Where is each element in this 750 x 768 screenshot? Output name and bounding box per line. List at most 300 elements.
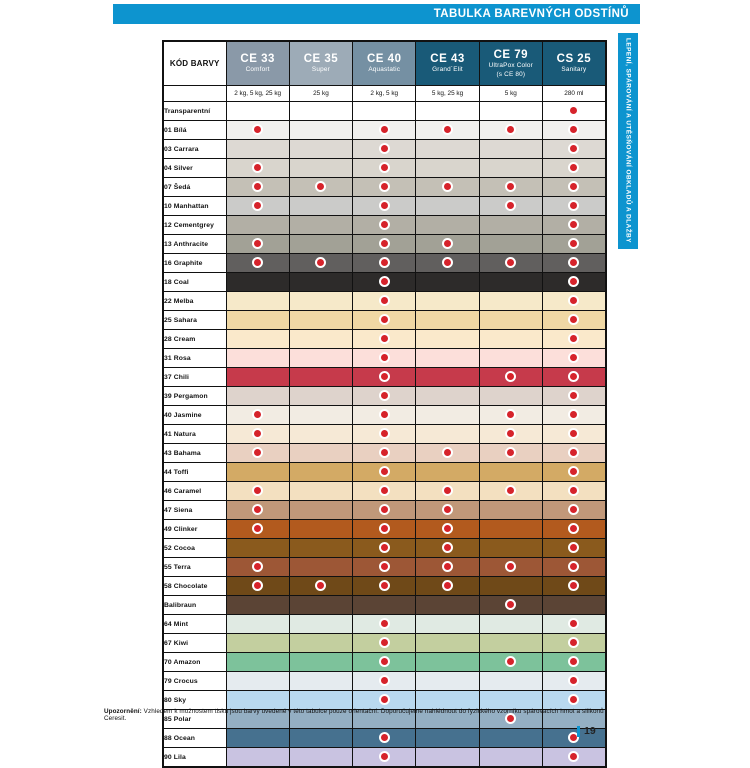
availability-dot-icon bbox=[568, 428, 579, 439]
color-swatch-cell bbox=[353, 729, 416, 748]
color-swatch-cell bbox=[289, 653, 352, 672]
availability-dot-icon bbox=[442, 580, 453, 591]
color-code-label: 90 Lila bbox=[163, 748, 226, 768]
color-swatch-cell bbox=[289, 444, 352, 463]
package-size: 2 kg, 5 kg, 25 kg bbox=[226, 86, 289, 102]
color-swatch-cell bbox=[226, 121, 289, 140]
color-swatch-cell bbox=[353, 501, 416, 520]
product-header-ce43 bbox=[416, 41, 479, 86]
product-code: CE 35 bbox=[303, 53, 339, 66]
availability-dot-icon bbox=[568, 466, 579, 477]
color-swatch-cell bbox=[542, 748, 605, 768]
color-swatch-cell bbox=[226, 235, 289, 254]
product-header-cs25 bbox=[542, 41, 605, 86]
product-code: CE 33 bbox=[240, 53, 275, 66]
color-swatch-cell bbox=[226, 254, 289, 273]
color-swatch-cell bbox=[479, 254, 542, 273]
color-swatch-cell bbox=[479, 330, 542, 349]
color-swatch-cell bbox=[479, 425, 542, 444]
availability-dot-icon bbox=[442, 447, 453, 458]
availability-dot-icon bbox=[568, 751, 579, 762]
color-swatch-cell bbox=[416, 482, 479, 501]
availability-dot-icon bbox=[568, 143, 579, 154]
color-swatch-cell bbox=[542, 178, 605, 197]
color-swatch-cell bbox=[353, 254, 416, 273]
color-row bbox=[163, 292, 606, 311]
color-swatch-cell bbox=[479, 615, 542, 634]
availability-dot-icon bbox=[252, 124, 263, 135]
color-code-label: 28 Cream bbox=[163, 330, 226, 349]
availability-dot-icon bbox=[442, 523, 453, 534]
color-swatch-cell bbox=[416, 311, 479, 330]
availability-dot-icon bbox=[252, 238, 263, 249]
color-swatch-cell bbox=[416, 615, 479, 634]
availability-dot-icon bbox=[379, 219, 390, 230]
availability-dot-icon bbox=[568, 390, 579, 401]
color-swatch-cell bbox=[226, 292, 289, 311]
availability-dot-icon bbox=[505, 181, 516, 192]
color-row bbox=[163, 140, 606, 159]
color-row bbox=[163, 330, 606, 349]
availability-dot-icon bbox=[568, 409, 579, 420]
color-swatch-cell bbox=[289, 539, 352, 558]
color-code-label: 39 Pergamon bbox=[163, 387, 226, 406]
color-swatch-cell bbox=[226, 178, 289, 197]
color-swatch-cell bbox=[479, 349, 542, 368]
availability-dot-icon bbox=[505, 124, 516, 135]
availability-dot-icon bbox=[568, 656, 579, 667]
color-swatch-cell bbox=[542, 463, 605, 482]
color-code-label: 70 Amazon bbox=[163, 653, 226, 672]
page-marker bbox=[577, 725, 596, 737]
availability-dot-icon bbox=[379, 523, 390, 534]
color-swatch-cell bbox=[416, 577, 479, 596]
color-swatch-cell bbox=[479, 273, 542, 292]
color-swatch-cell bbox=[542, 102, 605, 121]
color-swatch-cell bbox=[289, 520, 352, 539]
availability-dot-icon bbox=[442, 485, 453, 496]
color-swatch-cell bbox=[416, 691, 479, 710]
color-swatch-cell bbox=[289, 121, 352, 140]
table-header-row bbox=[163, 41, 606, 86]
color-code-label: 01 Bílá bbox=[163, 121, 226, 140]
color-code-label: 37 Chili bbox=[163, 368, 226, 387]
availability-dot-icon bbox=[568, 561, 579, 572]
availability-dot-icon bbox=[568, 295, 579, 306]
color-swatch-cell bbox=[479, 292, 542, 311]
color-swatch-cell bbox=[479, 235, 542, 254]
color-swatch-cell bbox=[542, 577, 605, 596]
color-swatch-cell bbox=[226, 406, 289, 425]
color-swatch-cell bbox=[353, 387, 416, 406]
color-swatch-cell bbox=[416, 520, 479, 539]
availability-dot-icon bbox=[379, 295, 390, 306]
availability-dot-icon bbox=[505, 200, 516, 211]
footnote-text: Vzhledem k možnostem tisku jsou barvy uvedené v této tabulce pouze orientační. Doporučujeme nahlédnout do fyzického vzorníku spárovacích hmot a silikonů Ceresit. bbox=[104, 708, 604, 722]
color-swatch-cell bbox=[226, 520, 289, 539]
availability-dot-icon bbox=[568, 485, 579, 496]
color-swatch-cell bbox=[353, 406, 416, 425]
color-swatch-cell bbox=[289, 273, 352, 292]
color-swatch-cell bbox=[416, 539, 479, 558]
color-swatch-cell bbox=[542, 558, 605, 577]
color-code-label: 55 Terra bbox=[163, 558, 226, 577]
color-code-label: 07 Šedá bbox=[163, 178, 226, 197]
color-swatch-cell bbox=[289, 596, 352, 615]
color-swatch-cell bbox=[289, 387, 352, 406]
color-swatch-cell bbox=[289, 425, 352, 444]
color-swatch-cell bbox=[542, 159, 605, 178]
product-subtitle: Comfort bbox=[245, 66, 270, 74]
availability-dot-icon bbox=[252, 409, 263, 420]
color-swatch-cell bbox=[479, 748, 542, 768]
availability-dot-icon bbox=[379, 542, 390, 553]
color-code-label: 12 Cementgrey bbox=[163, 216, 226, 235]
color-row bbox=[163, 672, 606, 691]
availability-dot-icon bbox=[379, 618, 390, 629]
availability-dot-icon bbox=[379, 276, 390, 287]
color-row bbox=[163, 216, 606, 235]
availability-dot-icon bbox=[568, 333, 579, 344]
color-swatch-cell bbox=[353, 672, 416, 691]
color-swatch-cell bbox=[353, 292, 416, 311]
color-swatch-cell bbox=[542, 254, 605, 273]
color-swatch-cell bbox=[289, 748, 352, 768]
availability-dot-icon bbox=[379, 637, 390, 648]
product-header-ce35 bbox=[289, 41, 352, 86]
color-swatch-cell bbox=[353, 216, 416, 235]
availability-dot-icon bbox=[379, 694, 390, 705]
availability-dot-icon bbox=[568, 124, 579, 135]
package-size: 280 ml bbox=[542, 86, 605, 102]
color-swatch-cell bbox=[353, 273, 416, 292]
availability-dot-icon bbox=[379, 580, 390, 591]
availability-dot-icon bbox=[505, 485, 516, 496]
color-swatch-cell bbox=[289, 140, 352, 159]
color-swatch-cell bbox=[542, 292, 605, 311]
color-swatch-cell bbox=[479, 482, 542, 501]
color-swatch-cell bbox=[353, 482, 416, 501]
color-swatch-cell bbox=[226, 425, 289, 444]
availability-dot-icon bbox=[568, 200, 579, 211]
package-size: 5 kg, 25 kg bbox=[416, 86, 479, 102]
color-swatch-cell bbox=[353, 634, 416, 653]
color-code-label: 47 Siena bbox=[163, 501, 226, 520]
color-row bbox=[163, 634, 606, 653]
color-swatch-cell bbox=[289, 102, 352, 121]
availability-dot-icon bbox=[505, 371, 516, 382]
package-size: 2 kg, 5 kg bbox=[353, 86, 416, 102]
color-row bbox=[163, 577, 606, 596]
availability-dot-icon bbox=[379, 428, 390, 439]
availability-dot-icon bbox=[379, 409, 390, 420]
availability-dot-icon bbox=[379, 561, 390, 572]
availability-dot-icon bbox=[442, 238, 453, 249]
color-row bbox=[163, 197, 606, 216]
color-swatch-cell bbox=[226, 349, 289, 368]
availability-dot-icon bbox=[379, 124, 390, 135]
color-swatch-cell bbox=[289, 577, 352, 596]
color-swatch-cell bbox=[416, 501, 479, 520]
availability-dot-icon bbox=[505, 428, 516, 439]
color-row bbox=[163, 596, 606, 615]
color-swatch-cell bbox=[479, 311, 542, 330]
package-size: 25 kg bbox=[289, 86, 352, 102]
availability-dot-icon bbox=[568, 694, 579, 705]
availability-dot-icon bbox=[568, 314, 579, 325]
color-swatch-cell bbox=[416, 273, 479, 292]
availability-dot-icon bbox=[252, 200, 263, 211]
availability-dot-icon bbox=[568, 181, 579, 192]
color-code-label: 79 Crocus bbox=[163, 672, 226, 691]
color-code-label: 31 Rosa bbox=[163, 349, 226, 368]
color-row bbox=[163, 729, 606, 748]
color-swatch-cell bbox=[353, 444, 416, 463]
availability-dot-icon bbox=[379, 314, 390, 325]
availability-dot-icon bbox=[379, 675, 390, 686]
color-row bbox=[163, 159, 606, 178]
color-swatch-cell bbox=[289, 634, 352, 653]
color-swatch-cell bbox=[416, 368, 479, 387]
color-swatch-cell bbox=[226, 672, 289, 691]
color-swatch-cell bbox=[542, 653, 605, 672]
color-code-label: 16 Graphite bbox=[163, 254, 226, 273]
color-swatch-cell bbox=[226, 539, 289, 558]
availability-dot-icon bbox=[379, 447, 390, 458]
availability-dot-icon bbox=[568, 162, 579, 173]
color-swatch-cell bbox=[353, 102, 416, 121]
color-swatch-cell bbox=[479, 558, 542, 577]
color-swatch-cell bbox=[226, 102, 289, 121]
availability-dot-icon bbox=[568, 637, 579, 648]
color-swatch-cell bbox=[416, 102, 479, 121]
availability-dot-icon bbox=[252, 162, 263, 173]
product-subtitle: Sanitary bbox=[561, 66, 587, 74]
color-swatch-cell bbox=[353, 140, 416, 159]
availability-dot-icon bbox=[379, 732, 390, 743]
availability-dot-icon bbox=[568, 580, 579, 591]
color-row bbox=[163, 121, 606, 140]
availability-dot-icon bbox=[252, 485, 263, 496]
color-swatch-cell bbox=[289, 672, 352, 691]
color-swatch-cell bbox=[542, 501, 605, 520]
color-swatch-cell bbox=[542, 216, 605, 235]
color-code-label: 04 Silver bbox=[163, 159, 226, 178]
color-swatch-cell bbox=[289, 558, 352, 577]
color-swatch-cell bbox=[542, 311, 605, 330]
color-row bbox=[163, 425, 606, 444]
color-swatch-cell bbox=[416, 634, 479, 653]
color-swatch-cell bbox=[416, 121, 479, 140]
color-swatch-cell bbox=[542, 482, 605, 501]
color-row bbox=[163, 178, 606, 197]
color-swatch-cell bbox=[542, 140, 605, 159]
color-swatch-cell bbox=[542, 387, 605, 406]
footnote bbox=[104, 708, 624, 722]
availability-dot-icon bbox=[379, 352, 390, 363]
color-swatch-cell bbox=[353, 311, 416, 330]
availability-dot-icon bbox=[252, 523, 263, 534]
color-swatch-cell bbox=[416, 159, 479, 178]
color-row bbox=[163, 691, 606, 710]
color-swatch-cell bbox=[289, 691, 352, 710]
color-swatch-cell bbox=[416, 330, 479, 349]
color-swatch-cell bbox=[542, 634, 605, 653]
package-size: 5 kg bbox=[479, 86, 542, 102]
color-row bbox=[163, 311, 606, 330]
color-swatch-cell bbox=[416, 197, 479, 216]
color-row bbox=[163, 558, 606, 577]
availability-dot-icon bbox=[442, 257, 453, 268]
availability-dot-icon bbox=[379, 333, 390, 344]
color-swatch-cell bbox=[479, 159, 542, 178]
color-swatch-cell bbox=[226, 197, 289, 216]
color-row bbox=[163, 748, 606, 768]
color-code-label: Balibraun bbox=[163, 596, 226, 615]
availability-dot-icon bbox=[379, 466, 390, 477]
color-swatch-cell bbox=[289, 463, 352, 482]
color-swatch-cell bbox=[542, 273, 605, 292]
color-swatch-cell bbox=[353, 178, 416, 197]
color-swatch-cell bbox=[479, 539, 542, 558]
product-header-ce40 bbox=[353, 41, 416, 86]
color-swatch-cell bbox=[226, 311, 289, 330]
color-row bbox=[163, 406, 606, 425]
availability-dot-icon bbox=[442, 542, 453, 553]
color-swatch-cell bbox=[479, 577, 542, 596]
availability-dot-icon bbox=[379, 751, 390, 762]
color-code-label: 18 Coal bbox=[163, 273, 226, 292]
page-title-bar: TABULKA BAREVNÝCH ODSTÍNŮ bbox=[113, 4, 640, 24]
color-row bbox=[163, 444, 606, 463]
availability-dot-icon bbox=[252, 181, 263, 192]
color-swatch-cell bbox=[416, 235, 479, 254]
color-swatch-cell bbox=[226, 368, 289, 387]
color-row bbox=[163, 368, 606, 387]
color-swatch-cell bbox=[289, 482, 352, 501]
availability-dot-icon bbox=[379, 200, 390, 211]
color-swatch-cell bbox=[226, 140, 289, 159]
color-swatch-cell bbox=[289, 159, 352, 178]
availability-dot-icon bbox=[568, 504, 579, 515]
color-swatch-cell bbox=[353, 368, 416, 387]
availability-dot-icon bbox=[505, 447, 516, 458]
color-swatch-cell bbox=[542, 197, 605, 216]
product-code: CE 79 bbox=[493, 49, 529, 61]
color-swatch-cell bbox=[353, 615, 416, 634]
color-row bbox=[163, 349, 606, 368]
color-swatch-cell bbox=[479, 197, 542, 216]
availability-dot-icon bbox=[379, 238, 390, 249]
color-swatch-cell bbox=[289, 406, 352, 425]
corner-header: KÓD BARVY bbox=[163, 41, 226, 86]
product-header-ce79 bbox=[479, 41, 542, 86]
availability-dot-icon bbox=[568, 276, 579, 287]
color-swatch-cell bbox=[416, 254, 479, 273]
color-swatch-cell bbox=[479, 729, 542, 748]
color-swatch-cell bbox=[289, 292, 352, 311]
color-swatch-cell bbox=[353, 425, 416, 444]
color-swatch-cell bbox=[226, 501, 289, 520]
color-swatch-cell bbox=[479, 520, 542, 539]
color-swatch-cell bbox=[353, 121, 416, 140]
color-row bbox=[163, 463, 606, 482]
color-swatch-cell bbox=[226, 482, 289, 501]
color-row bbox=[163, 273, 606, 292]
availability-dot-icon bbox=[505, 561, 516, 572]
color-swatch-cell bbox=[416, 349, 479, 368]
color-swatch-cell bbox=[416, 596, 479, 615]
color-swatch-cell bbox=[353, 653, 416, 672]
package-size-row bbox=[163, 86, 606, 102]
product-header-ce33 bbox=[226, 41, 289, 86]
color-swatch-cell bbox=[416, 729, 479, 748]
color-swatch-cell bbox=[479, 216, 542, 235]
color-swatch-cell bbox=[353, 596, 416, 615]
color-swatch-cell bbox=[542, 368, 605, 387]
footnote-label: Upozornění: bbox=[104, 708, 142, 715]
color-code-label: 67 Kiwi bbox=[163, 634, 226, 653]
availability-dot-icon bbox=[442, 504, 453, 515]
product-code: CE 40 bbox=[367, 53, 402, 66]
color-swatch-cell bbox=[289, 311, 352, 330]
color-swatch-cell bbox=[353, 197, 416, 216]
availability-dot-icon bbox=[315, 580, 326, 591]
side-tab-label: LEPENÍ, SPÁROVÁNÍ A UTĚSŇOVÁNÍ OBKLADŮ A DLAŽBY bbox=[624, 38, 632, 244]
color-swatch-cell bbox=[289, 729, 352, 748]
color-swatch-cell bbox=[289, 501, 352, 520]
color-swatch-cell bbox=[542, 330, 605, 349]
color-row bbox=[163, 653, 606, 672]
color-swatch-cell bbox=[416, 425, 479, 444]
color-swatch-cell bbox=[416, 558, 479, 577]
color-swatch-cell bbox=[353, 691, 416, 710]
availability-dot-icon bbox=[568, 447, 579, 458]
color-swatch-cell bbox=[479, 691, 542, 710]
color-swatch-cell bbox=[542, 406, 605, 425]
color-swatch-cell bbox=[479, 444, 542, 463]
color-swatch-cell bbox=[479, 634, 542, 653]
color-swatch-cell bbox=[542, 425, 605, 444]
color-swatch-cell bbox=[542, 121, 605, 140]
color-code-label: 58 Chocolate bbox=[163, 577, 226, 596]
color-swatch-cell bbox=[226, 216, 289, 235]
color-swatch-cell bbox=[289, 235, 352, 254]
availability-dot-icon bbox=[252, 580, 263, 591]
color-swatch-cell bbox=[416, 444, 479, 463]
color-swatch-cell bbox=[289, 178, 352, 197]
color-swatch-cell bbox=[479, 406, 542, 425]
color-row bbox=[163, 102, 606, 121]
availability-dot-icon bbox=[379, 485, 390, 496]
side-tab bbox=[618, 33, 638, 249]
color-swatch-cell bbox=[416, 653, 479, 672]
color-swatch-cell bbox=[542, 520, 605, 539]
availability-dot-icon bbox=[442, 181, 453, 192]
availability-dot-icon bbox=[568, 371, 579, 382]
color-swatch-cell bbox=[416, 672, 479, 691]
availability-dot-icon bbox=[442, 561, 453, 572]
availability-dot-icon bbox=[568, 219, 579, 230]
availability-dot-icon bbox=[252, 447, 263, 458]
color-swatch-cell bbox=[226, 273, 289, 292]
availability-dot-icon bbox=[568, 105, 579, 116]
color-swatch-cell bbox=[226, 634, 289, 653]
page-number-bar bbox=[577, 726, 580, 737]
color-swatch-cell bbox=[542, 672, 605, 691]
color-code-label: 88 Ocean bbox=[163, 729, 226, 748]
availability-dot-icon bbox=[568, 257, 579, 268]
